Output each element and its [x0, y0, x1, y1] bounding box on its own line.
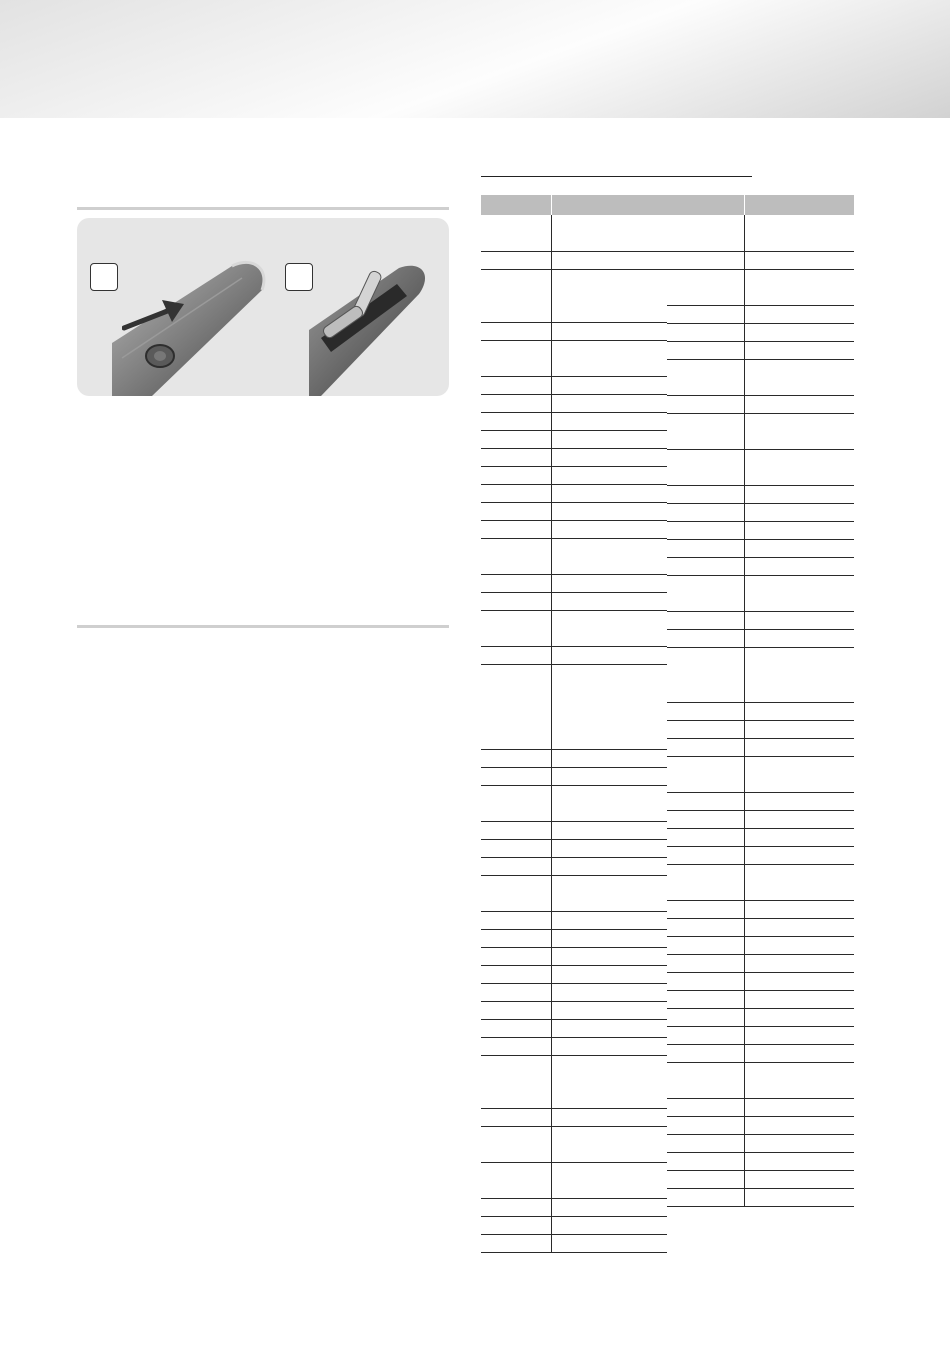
code-cell	[551, 1055, 667, 1108]
brand-cell	[481, 1234, 551, 1252]
code-cell	[551, 749, 667, 767]
table-row	[481, 592, 667, 610]
brand-cell	[667, 864, 744, 900]
brand-cell	[481, 1055, 551, 1108]
brand-cell	[667, 215, 744, 251]
code-cell	[744, 629, 854, 647]
table-row	[481, 1037, 667, 1055]
step-1-box	[90, 263, 118, 291]
brand-cell	[667, 900, 744, 918]
table-row	[667, 359, 854, 395]
code-cell	[551, 857, 667, 875]
brand-cell	[481, 965, 551, 983]
brand-cell	[481, 340, 551, 376]
brand-cell	[481, 821, 551, 839]
code-cell	[744, 359, 854, 395]
table-row	[481, 839, 667, 857]
brand-cell	[667, 1152, 744, 1170]
brand-cell	[667, 702, 744, 720]
table-row	[667, 629, 854, 647]
code-cell	[551, 875, 667, 911]
brand-cell	[481, 376, 551, 394]
code-cell	[744, 539, 854, 557]
table-row	[667, 611, 854, 629]
table-row	[667, 702, 854, 720]
brand-cell	[667, 323, 744, 341]
table-row	[667, 918, 854, 936]
brand-cell	[667, 1044, 744, 1062]
code-cell	[551, 1108, 667, 1126]
brand-cell	[481, 983, 551, 1001]
table-row	[667, 990, 854, 1008]
table-row	[667, 864, 854, 900]
brand-cell	[481, 857, 551, 875]
brand-cell	[481, 1162, 551, 1198]
code-cell	[744, 575, 854, 611]
code-cell	[551, 767, 667, 785]
table-row	[667, 936, 854, 954]
brand-cell	[481, 394, 551, 412]
code-cell	[744, 485, 854, 503]
brand-cell	[481, 592, 551, 610]
code-cell	[744, 269, 854, 305]
table-row	[481, 857, 667, 875]
table-row	[667, 521, 854, 539]
code-column-header	[551, 195, 667, 215]
brand-cell	[667, 792, 744, 810]
table-row	[667, 449, 854, 485]
table-row	[667, 1098, 854, 1116]
code-cell	[744, 215, 854, 251]
brand-cell	[667, 756, 744, 792]
code-cell	[551, 785, 667, 821]
table-row	[481, 1216, 667, 1234]
code-cell	[551, 911, 667, 929]
code-cell	[744, 1008, 854, 1026]
table-row	[481, 340, 667, 376]
code-cell	[744, 1098, 854, 1116]
code-cell	[744, 1170, 854, 1188]
table-row	[481, 1234, 667, 1252]
header-band	[0, 0, 950, 118]
table-row	[667, 1170, 854, 1188]
brand-cell	[481, 610, 551, 646]
brand-cell	[481, 929, 551, 947]
brand-cell	[667, 341, 744, 359]
table-header-row	[667, 195, 854, 215]
table-row	[481, 574, 667, 592]
table-row	[667, 1062, 854, 1098]
code-cell	[744, 1044, 854, 1062]
code-cell	[744, 702, 854, 720]
table-row	[481, 821, 667, 839]
brand-cell	[667, 575, 744, 611]
table-row	[481, 1001, 667, 1019]
brand-cell	[667, 954, 744, 972]
brand-cell	[667, 413, 744, 449]
code-cell	[551, 466, 667, 484]
table-row	[481, 1126, 667, 1162]
code-cell	[744, 1026, 854, 1044]
brand-cell	[667, 846, 744, 864]
table-row	[667, 485, 854, 503]
brand-cell	[481, 839, 551, 857]
table-row	[667, 323, 854, 341]
table-row	[667, 738, 854, 756]
table-row	[667, 1152, 854, 1170]
code-cell	[551, 448, 667, 466]
brand-cell	[481, 785, 551, 821]
code-cell	[551, 1234, 667, 1252]
code-cell	[551, 340, 667, 376]
code-cell	[551, 520, 667, 538]
table-row	[481, 394, 667, 412]
table-row	[481, 1055, 667, 1108]
brand-cell	[667, 738, 744, 756]
table-row	[481, 376, 667, 394]
code-cell	[551, 502, 667, 520]
code-cell	[744, 936, 854, 954]
battery-compartment-illustration	[309, 260, 449, 396]
code-cell	[551, 1216, 667, 1234]
table-row	[481, 520, 667, 538]
table-header-row	[481, 195, 667, 215]
brand-cell	[481, 1001, 551, 1019]
table-row	[667, 1116, 854, 1134]
brand-cell	[481, 466, 551, 484]
code-cell	[744, 251, 854, 269]
brand-cell	[667, 1008, 744, 1026]
table-row	[667, 846, 854, 864]
table-row	[481, 749, 667, 767]
table-row	[481, 502, 667, 520]
table-row	[667, 720, 854, 738]
code-cell	[551, 1126, 667, 1162]
table-title-underline	[481, 176, 752, 177]
brand-cell	[667, 810, 744, 828]
table-row	[667, 1008, 854, 1026]
table-row	[481, 1198, 667, 1216]
code-cell	[744, 1152, 854, 1170]
code-cell	[744, 864, 854, 900]
table-row	[667, 756, 854, 792]
brand-cell	[667, 251, 744, 269]
table-row	[667, 1044, 854, 1062]
brand-cell	[481, 251, 551, 269]
table-row	[667, 503, 854, 521]
table-row	[481, 448, 667, 466]
table-row	[667, 575, 854, 611]
code-cell	[744, 828, 854, 846]
section-divider-top	[77, 207, 449, 210]
brand-cell	[481, 947, 551, 965]
code-cell	[744, 756, 854, 792]
brand-cell	[667, 629, 744, 647]
brand-cell	[667, 936, 744, 954]
code-cell	[744, 395, 854, 413]
code-cell	[744, 647, 854, 702]
code-cell	[551, 947, 667, 965]
table-row	[667, 341, 854, 359]
table-row	[481, 664, 667, 749]
code-cell	[744, 846, 854, 864]
brand-cell	[667, 1116, 744, 1134]
brand-cell	[481, 322, 551, 340]
table-row	[667, 828, 854, 846]
brand-cell	[481, 1019, 551, 1037]
code-column-header	[744, 195, 854, 215]
table-row	[481, 983, 667, 1001]
brand-cell	[667, 503, 744, 521]
table-row	[481, 484, 667, 502]
code-cell	[744, 557, 854, 575]
table-row	[481, 215, 667, 251]
code-cell	[551, 1162, 667, 1198]
code-cell	[744, 792, 854, 810]
table-row	[481, 269, 667, 322]
battery-install-figure	[77, 218, 449, 396]
brand-cell	[667, 305, 744, 323]
code-cell	[744, 918, 854, 936]
table-row	[481, 785, 667, 821]
code-cell	[551, 929, 667, 947]
brand-cell	[667, 972, 744, 990]
brand-cell	[481, 412, 551, 430]
code-cell	[744, 323, 854, 341]
table-row	[481, 911, 667, 929]
table-row	[481, 947, 667, 965]
code-cell	[744, 1134, 854, 1152]
brand-cell	[481, 664, 551, 749]
code-cell	[551, 839, 667, 857]
brand-cell	[481, 1037, 551, 1055]
table-row	[667, 900, 854, 918]
table-row	[667, 647, 854, 702]
brand-cell	[481, 911, 551, 929]
brand-cell	[481, 448, 551, 466]
table-row	[481, 646, 667, 664]
table-row	[481, 322, 667, 340]
code-cell	[744, 1188, 854, 1206]
brand-cell	[667, 521, 744, 539]
brand-cell	[667, 918, 744, 936]
brand-cell	[667, 647, 744, 702]
brand-cell	[481, 1216, 551, 1234]
brand-cell	[481, 1108, 551, 1126]
brand-cell	[481, 646, 551, 664]
table-row	[481, 251, 667, 269]
code-cell	[551, 646, 667, 664]
brand-column-header	[481, 195, 551, 215]
brand-cell	[667, 1188, 744, 1206]
code-cell	[551, 1019, 667, 1037]
brand-cell	[667, 1062, 744, 1098]
code-cell	[551, 1198, 667, 1216]
brand-cell	[481, 1198, 551, 1216]
table-row	[667, 557, 854, 575]
brand-cell	[481, 1126, 551, 1162]
code-cell	[744, 413, 854, 449]
brand-cell	[481, 430, 551, 448]
code-cell	[551, 269, 667, 322]
code-cell	[744, 611, 854, 629]
tv-code-table-right	[667, 195, 854, 1207]
step-2-box	[285, 263, 313, 291]
code-cell	[744, 738, 854, 756]
brand-cell	[481, 520, 551, 538]
table-row	[481, 965, 667, 983]
table-row	[481, 1108, 667, 1126]
code-cell	[744, 990, 854, 1008]
code-cell	[744, 521, 854, 539]
tv-code-table-left	[481, 195, 667, 1253]
table-row	[667, 954, 854, 972]
code-cell	[551, 983, 667, 1001]
code-cell	[551, 215, 667, 251]
table-row	[481, 610, 667, 646]
code-cell	[744, 503, 854, 521]
code-cell	[551, 574, 667, 592]
code-cell	[551, 592, 667, 610]
code-cell	[744, 341, 854, 359]
code-cell	[551, 484, 667, 502]
code-cell	[744, 810, 854, 828]
code-cell	[551, 1037, 667, 1055]
brand-cell	[667, 1134, 744, 1152]
brand-cell	[667, 395, 744, 413]
table-row	[667, 395, 854, 413]
code-cell	[551, 376, 667, 394]
brand-cell	[481, 269, 551, 322]
code-cell	[551, 251, 667, 269]
table-row	[481, 412, 667, 430]
brand-cell	[481, 484, 551, 502]
brand-cell	[667, 1026, 744, 1044]
brand-cell	[667, 1170, 744, 1188]
table-row	[667, 810, 854, 828]
table-row	[667, 1026, 854, 1044]
brand-cell	[667, 611, 744, 629]
table-row	[667, 269, 854, 305]
table-row	[481, 1019, 667, 1037]
brand-column-header	[667, 195, 744, 215]
table-row	[481, 538, 667, 574]
brand-cell	[481, 749, 551, 767]
brand-cell	[481, 574, 551, 592]
code-cell	[551, 1001, 667, 1019]
table-row	[481, 1162, 667, 1198]
brand-cell	[667, 828, 744, 846]
brand-cell	[667, 485, 744, 503]
code-cell	[551, 965, 667, 983]
code-cell	[551, 322, 667, 340]
code-cell	[744, 1062, 854, 1098]
code-cell	[551, 394, 667, 412]
table-row	[481, 929, 667, 947]
brand-cell	[667, 449, 744, 485]
table-row	[667, 215, 854, 251]
table-row	[667, 1188, 854, 1206]
section-divider-middle	[77, 625, 449, 628]
table-row	[481, 430, 667, 448]
code-cell	[551, 430, 667, 448]
brand-cell	[481, 875, 551, 911]
brand-cell	[667, 269, 744, 305]
code-cell	[551, 821, 667, 839]
brand-cell	[667, 539, 744, 557]
table-row	[667, 251, 854, 269]
table-row	[481, 466, 667, 484]
slide-direction-arrow-icon	[122, 298, 192, 338]
code-cell	[551, 412, 667, 430]
brand-cell	[667, 557, 744, 575]
brand-cell	[481, 538, 551, 574]
code-cell	[744, 954, 854, 972]
table-row	[481, 875, 667, 911]
code-cell	[744, 972, 854, 990]
brand-cell	[667, 1098, 744, 1116]
table-row	[667, 972, 854, 990]
table-row	[667, 792, 854, 810]
table-row	[667, 413, 854, 449]
brand-cell	[481, 502, 551, 520]
code-cell	[744, 900, 854, 918]
table-row	[667, 1134, 854, 1152]
table-row	[667, 539, 854, 557]
brand-cell	[667, 359, 744, 395]
code-cell	[744, 1116, 854, 1134]
code-cell	[551, 538, 667, 574]
code-cell	[551, 664, 667, 749]
table-row	[481, 767, 667, 785]
brand-cell	[667, 990, 744, 1008]
code-cell	[551, 610, 667, 646]
brand-cell	[481, 767, 551, 785]
table-row	[667, 305, 854, 323]
code-cell	[744, 305, 854, 323]
brand-cell	[481, 215, 551, 251]
code-cell	[744, 449, 854, 485]
brand-cell	[667, 720, 744, 738]
code-cell	[744, 720, 854, 738]
